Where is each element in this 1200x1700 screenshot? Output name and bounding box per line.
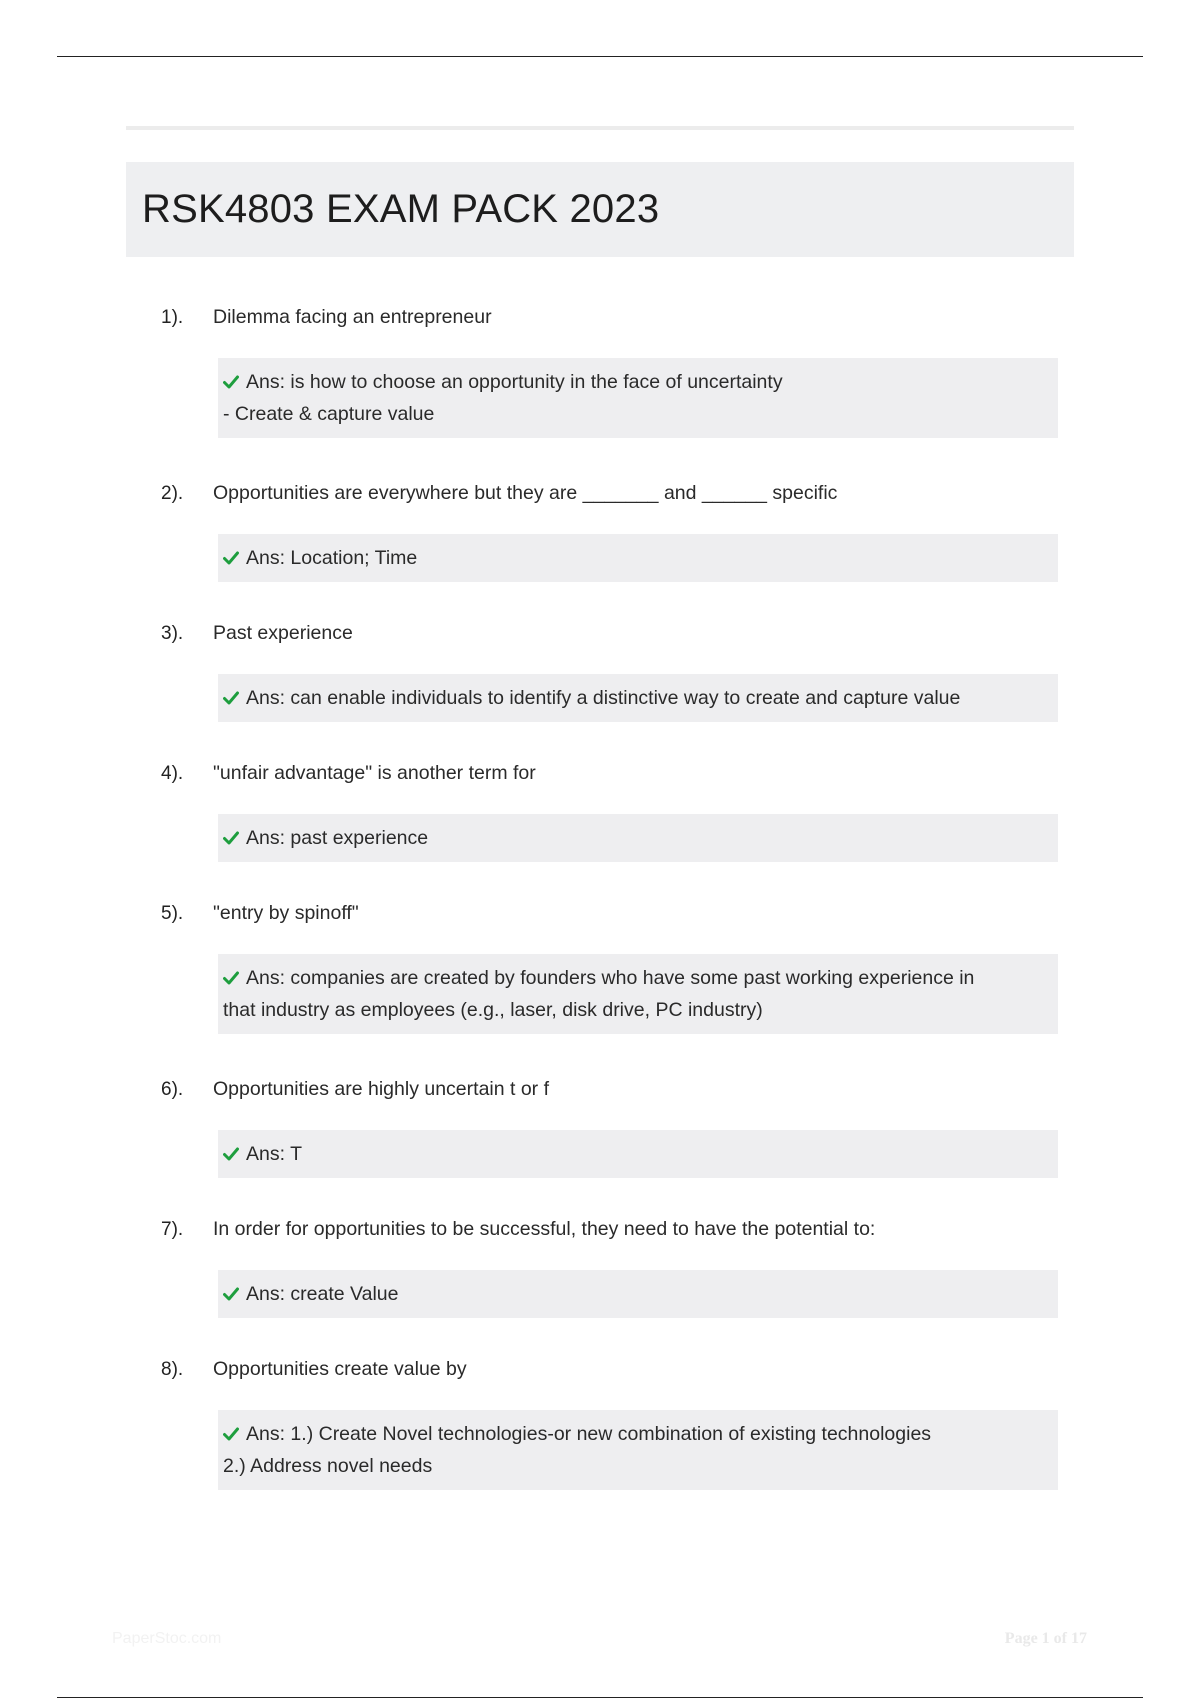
question-block [0,306,1200,438]
question-block [0,1218,1200,1318]
answer-line [223,1450,1052,1482]
answer-box [218,358,1058,438]
question-number: 6). [161,1079,184,1100]
question-text: "unfair advantage" is another term for [213,762,536,784]
answer-line [223,994,1052,1026]
answer-text: Ans: create Value [246,1283,399,1305]
checkmark-icon [223,551,239,565]
answer-text: Ans: T [246,1143,302,1165]
question-list [0,306,1200,1490]
question-block [0,1358,1200,1490]
question-number: 8). [161,1359,184,1380]
answer-text: Ans: is how to choose an opportunity in the face of uncertainty [246,371,783,393]
checkmark-icon [223,1287,239,1301]
answer-line [223,398,1052,430]
answer-line [223,682,1052,714]
answer-text: Ans: companies are created by founders who have some past working experience in [246,967,975,989]
answer-text: - Create & capture value [223,403,435,425]
page-number: Page 1 of 17 [1004,1630,1087,1647]
question-text: In order for opportunities to be successful, they need to have the potential to: [213,1218,876,1240]
document-title: RSK4803 EXAM PACK 2023 [142,187,660,231]
question-block [0,1078,1200,1178]
checkmark-icon [223,971,239,985]
answer-text: Ans: Location; Time [246,547,418,569]
answer-line [223,366,1052,398]
bottom-rule [57,1697,1143,1698]
answer-box [218,534,1058,582]
question-row [0,1078,1200,1106]
question-number: 3). [161,623,184,644]
answer-line [223,822,1052,854]
question-row [0,1218,1200,1246]
answer-line [223,1138,1052,1170]
question-text: Opportunities are highly uncertain t or f [213,1078,550,1100]
answer-text: 2.) Address novel needs [223,1455,433,1477]
question-block [0,622,1200,722]
question-row [0,1358,1200,1386]
question-text: Dilemma facing an entrepreneur [213,306,492,328]
answer-text: Ans: past experience [246,827,429,849]
question-block [0,762,1200,862]
checkmark-icon [223,691,239,705]
question-text: "entry by spinoff" [213,902,359,924]
question-number: 7). [161,1219,184,1240]
question-row [0,482,1200,510]
answer-text: Ans: can enable individuals to identify a distinctive way to create and capture value [246,687,961,709]
title-banner [126,162,1074,257]
question-number: 4). [161,763,184,784]
checkmark-icon [223,1427,239,1441]
checkmark-icon [223,831,239,845]
checkmark-icon [223,375,239,389]
answer-box [218,814,1058,862]
answer-box [218,1410,1058,1490]
answer-line [223,1278,1052,1310]
question-text: Past experience [213,622,353,644]
answer-line [223,962,1052,994]
question-block [0,902,1200,1034]
question-row [0,902,1200,930]
question-text: Opportunities are everywhere but they are _______ and ______ specific [213,482,838,504]
answer-line [223,542,1052,574]
question-number: 5). [161,903,184,924]
checkmark-icon [223,1147,239,1161]
answer-box [218,1130,1058,1178]
footer-watermark: PaperStoc.com [112,1630,222,1647]
question-number: 1). [161,307,184,328]
question-number: 2). [161,483,184,504]
answer-box [218,954,1058,1034]
question-row [0,622,1200,650]
question-row [0,762,1200,790]
answer-box [218,1270,1058,1318]
top-rule [57,56,1143,57]
question-text: Opportunities create value by [213,1358,467,1380]
answer-text: Ans: 1.) Create Novel technologies-or new combination of existing technologies [246,1423,932,1445]
question-block [0,482,1200,582]
answer-box [218,674,1058,722]
answer-text: that industry as employees (e.g., laser, disk drive, PC industry) [223,999,763,1021]
header-divider [126,126,1074,130]
answer-line [223,1418,1052,1450]
question-row [0,306,1200,334]
